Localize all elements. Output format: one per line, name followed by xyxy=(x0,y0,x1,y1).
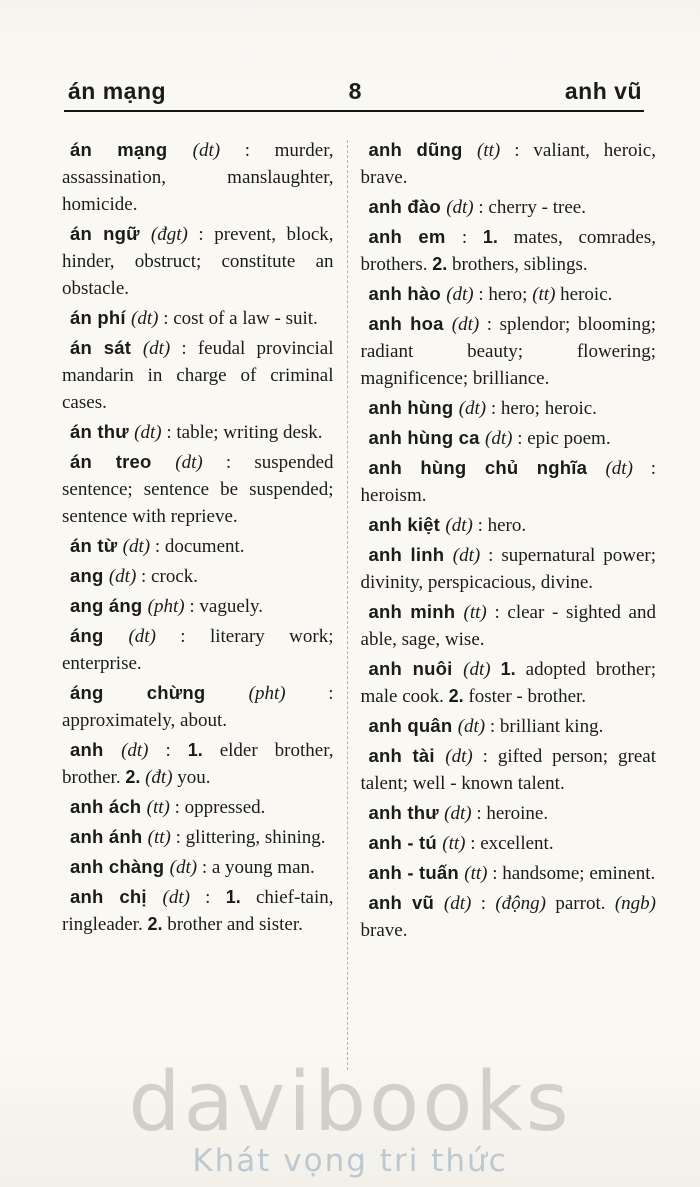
page-header xyxy=(68,78,642,108)
definition-text: : document. xyxy=(150,536,245,557)
definition-text: : cost of a law - suit. xyxy=(158,308,318,329)
headword: anh quân xyxy=(368,715,458,736)
part-of-speech: (dt) xyxy=(452,545,481,566)
sense-number: 1. xyxy=(187,740,203,760)
definition-text: foster - brother. xyxy=(463,686,587,707)
part-of-speech: (tt) xyxy=(477,140,501,161)
definition-text: : murder, assassination, manslaughter, homicide. xyxy=(62,140,334,215)
definition-text: adopted brother; male cook. xyxy=(360,659,657,707)
dictionary-entry xyxy=(62,853,334,881)
part-of-speech: (dt) xyxy=(457,716,486,737)
part-of-speech: (tt) xyxy=(146,797,170,818)
dictionary-entry xyxy=(361,424,656,452)
definition-text: mates, comrades, brothers. xyxy=(360,227,656,275)
headword: anh đào xyxy=(368,196,447,217)
part-of-speech: (dt) xyxy=(445,746,473,767)
part-of-speech: (dt) xyxy=(134,422,162,443)
part-of-speech: (dt) xyxy=(142,338,171,359)
header-guideword-left: án mạng xyxy=(68,78,167,104)
headword: án từ xyxy=(70,535,123,556)
part-of-speech: (tt) xyxy=(442,833,466,854)
definition-text: : crock. xyxy=(136,566,199,587)
dictionary-entry xyxy=(62,418,334,446)
definition-text: : brilliant king. xyxy=(485,716,604,737)
headword: anh - tuấn xyxy=(368,862,465,883)
sense-number: 2. xyxy=(125,767,141,787)
headword: anh em xyxy=(368,226,462,247)
definition-text: : valiant, heroic, brave. xyxy=(360,140,656,188)
headword: anh xyxy=(70,739,122,760)
headword: án sát xyxy=(70,337,143,358)
dictionary-entry xyxy=(62,793,334,821)
definition-text: : handsome; eminent. xyxy=(487,863,656,884)
part-of-speech: (động) xyxy=(495,893,546,914)
definition-text: brothers, siblings. xyxy=(447,254,588,275)
definition-text: : epic poem. xyxy=(512,428,611,449)
definition-text xyxy=(491,659,501,680)
headword: án treo xyxy=(70,451,176,472)
headword: anh minh xyxy=(368,601,464,622)
dictionary-entry xyxy=(361,193,656,221)
part-of-speech: (tt) xyxy=(463,602,487,623)
part-of-speech: (dt) xyxy=(169,857,198,878)
definition-text: heroic. xyxy=(555,284,613,305)
part-of-speech: (dt) xyxy=(175,452,203,473)
part-of-speech: (dt) xyxy=(458,398,487,419)
definition-text: : xyxy=(471,893,496,914)
watermark xyxy=(0,1055,700,1179)
dictionary-entry xyxy=(62,136,334,218)
part-of-speech: (dt) xyxy=(128,626,156,647)
part-of-speech: (dt) xyxy=(192,140,221,161)
definition-text: : hero; xyxy=(473,284,533,305)
part-of-speech: (dt) xyxy=(446,197,474,218)
definition-text: : suspended sentence; sentence be suspended; sentence with reprieve. xyxy=(62,452,334,527)
headword: án mạng xyxy=(70,139,193,160)
part-of-speech: (dt) xyxy=(485,428,513,449)
headword: anh - tú xyxy=(368,832,443,853)
definition-text: : xyxy=(461,227,483,248)
headword: ang áng xyxy=(70,595,148,616)
headword: anh hùng xyxy=(368,397,459,418)
headword: anh chị xyxy=(70,886,163,907)
dictionary-entry xyxy=(361,511,656,539)
dictionary-entry xyxy=(361,829,656,857)
part-of-speech: (dt) xyxy=(121,740,149,761)
part-of-speech: (dt) xyxy=(443,893,472,914)
dictionary-entry xyxy=(62,736,334,791)
column-left xyxy=(62,136,334,940)
headword: áng xyxy=(70,625,129,646)
watermark-slogan: Khát vọng tri thức xyxy=(192,1143,508,1179)
dictionary-entry xyxy=(361,712,656,740)
definition-text: elder brother, brother. xyxy=(62,740,334,788)
dictionary-entry xyxy=(361,223,656,278)
headword: anh ách xyxy=(70,796,147,817)
definition-text: : supernatural power; divinity, perspicacious, divine. xyxy=(360,545,656,593)
headword: anh nuôi xyxy=(368,658,464,679)
dictionary-entry xyxy=(62,334,334,416)
definition-text: : approximately, about. xyxy=(62,683,334,731)
dictionary-entry xyxy=(62,883,334,938)
headword: anh chàng xyxy=(70,856,170,877)
definition-text: parrot. xyxy=(546,893,615,914)
dictionary-entry xyxy=(361,655,656,710)
dictionary-entry xyxy=(361,454,656,509)
definition-text: : splendor; blooming; radiant beauty; flowering; magnificence; brilliance. xyxy=(360,314,656,389)
part-of-speech: (dt) xyxy=(446,284,474,305)
headword: anh kiệt xyxy=(368,514,446,535)
headword: án ngữ xyxy=(70,223,151,244)
definition-text: : excellent. xyxy=(465,833,554,854)
dictionary-entry xyxy=(361,799,656,827)
part-of-speech: (dt) xyxy=(463,659,491,680)
dictionary-entry xyxy=(62,679,334,734)
dictionary-entry xyxy=(361,598,656,653)
part-of-speech: (tt) xyxy=(464,863,488,884)
dictionary-entry xyxy=(361,742,656,797)
definition-text: : feudal provincial mandarin in charge of criminal cases. xyxy=(62,338,334,413)
definition-text: : prevent, block, hinder, obstruct; constitute an obstacle. xyxy=(62,224,334,299)
header-rule xyxy=(64,110,644,112)
dictionary-columns xyxy=(62,136,656,1070)
headword: anh thư xyxy=(368,802,445,823)
headword: ang xyxy=(70,565,109,586)
dictionary-entry xyxy=(361,136,656,191)
part-of-speech: (dt) xyxy=(108,566,137,587)
sense-number: 2. xyxy=(147,914,163,934)
dictionary-entry xyxy=(62,592,334,620)
definition-text: : gifted person; great talent; well - known talent. xyxy=(360,746,656,794)
definition-text: : hero. xyxy=(472,515,527,536)
dictionary-entry xyxy=(62,448,334,530)
dictionary-entry xyxy=(361,889,656,944)
headword: án phí xyxy=(70,307,132,328)
definition-text: brave. xyxy=(360,920,408,941)
definition-text: : xyxy=(189,887,226,908)
dictionary-entry xyxy=(361,310,656,392)
headword: anh vũ xyxy=(368,892,444,913)
column-right xyxy=(361,136,656,946)
header-guideword-right: anh vũ xyxy=(564,78,642,104)
part-of-speech: (tt) xyxy=(147,827,171,848)
headword: anh hào xyxy=(368,283,447,304)
dictionary-entry xyxy=(62,304,334,332)
headword: anh hùng chủ nghĩa xyxy=(368,457,606,478)
part-of-speech: (đt) xyxy=(145,767,173,788)
part-of-speech: (đgt) xyxy=(150,224,188,245)
watermark-logo: davibooks xyxy=(128,1055,572,1150)
definition-text: : vaguely. xyxy=(184,596,264,617)
part-of-speech: (dt) xyxy=(162,887,190,908)
definition-text: : oppressed. xyxy=(169,797,266,818)
dictionary-entry xyxy=(62,562,334,590)
dictionary-entry xyxy=(62,532,334,560)
definition-text: : clear - sighted and able, sage, wise. xyxy=(360,602,656,650)
part-of-speech: (dt) xyxy=(445,515,473,536)
dictionary-entry xyxy=(62,823,334,851)
definition-text: : hero; heroic. xyxy=(486,398,597,419)
dictionary-entry xyxy=(361,280,656,308)
headword: anh linh xyxy=(368,544,453,565)
dictionary-entry xyxy=(361,859,656,887)
sense-number: 1. xyxy=(500,659,516,679)
part-of-speech: (tt) xyxy=(532,284,556,305)
sense-number: 2. xyxy=(448,686,464,706)
sense-number: 1. xyxy=(482,227,498,247)
headword: anh hùng ca xyxy=(368,427,486,448)
page-number: 8 xyxy=(348,78,362,104)
dictionary-entry xyxy=(361,541,656,596)
part-of-speech: (dt) xyxy=(444,803,472,824)
headword: anh hoa xyxy=(368,313,452,334)
dictionary-entry xyxy=(361,394,656,422)
part-of-speech: (pht) xyxy=(147,596,185,617)
part-of-speech: (pht) xyxy=(248,683,286,704)
part-of-speech: (ngb) xyxy=(614,893,656,914)
definition-text: : heroism. xyxy=(360,458,657,506)
sense-number: 1. xyxy=(225,887,241,907)
definition-text: : a young man. xyxy=(197,857,315,878)
definition-text: : literary work; enterprise. xyxy=(62,626,334,674)
definition-text: : xyxy=(148,740,188,761)
part-of-speech: (dt) xyxy=(122,536,151,557)
dictionary-entry xyxy=(62,622,334,677)
headword: án thư xyxy=(70,421,135,442)
headword: anh ánh xyxy=(70,826,148,847)
definition-text: brother and sister. xyxy=(162,914,303,935)
headword: anh tài xyxy=(368,745,446,766)
column-divider xyxy=(347,140,348,1070)
definition-text: you. xyxy=(172,767,211,788)
definition-text: chief-tain, ringleader. xyxy=(62,887,334,935)
definition-text: : glittering, shining. xyxy=(170,827,326,848)
part-of-speech: (dt) xyxy=(451,314,480,335)
definition-text: : cherry - tree. xyxy=(473,197,586,218)
definition-text: : table; writing desk. xyxy=(161,422,323,443)
part-of-speech: (dt) xyxy=(605,458,633,479)
headword: anh dũng xyxy=(368,139,478,160)
definition-text: : heroine. xyxy=(471,803,549,824)
sense-number: 2. xyxy=(432,254,448,274)
dictionary-entry xyxy=(62,220,334,302)
part-of-speech: (dt) xyxy=(131,308,159,329)
headword: áng chừng xyxy=(70,682,249,703)
